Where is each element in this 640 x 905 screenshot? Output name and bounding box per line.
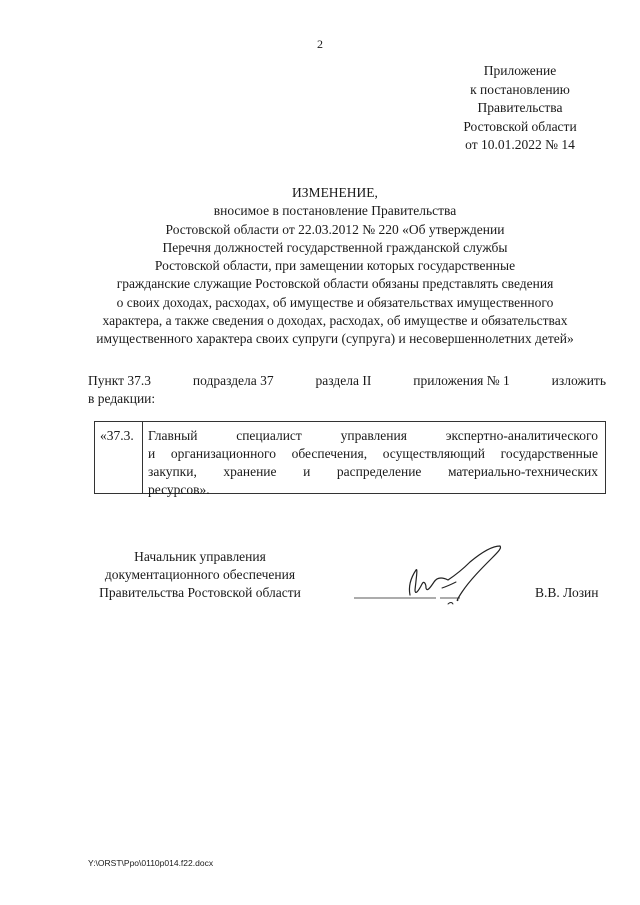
item-text-line: [148, 445, 598, 463]
item-word: и: [303, 464, 311, 479]
table-column-divider: [142, 422, 143, 493]
item-word: материально-технических: [447, 464, 598, 479]
appendix-line: Приложение: [483, 63, 557, 78]
instruction-word: изложить: [551, 373, 606, 388]
item-text-line: [148, 463, 598, 481]
file-path-footer: Y:\ORST\Ppo\0110p014.f22.docx: [88, 858, 214, 868]
item-word: управления: [340, 428, 407, 443]
item-word: Главный: [148, 428, 198, 443]
instruction-paragraph: [88, 372, 606, 390]
title-line: вносимое в постановление Правительства: [213, 203, 457, 219]
amendment-table: [94, 421, 606, 497]
signer-position-line: документационного обеспечения: [104, 567, 296, 582]
item-word: и: [148, 446, 156, 461]
title-line: Ростовской области, при замещении которых государственные: [154, 258, 516, 274]
signer-position: [80, 548, 320, 602]
instruction-word: подраздела 37: [192, 373, 274, 388]
item-word: распределение: [336, 464, 422, 479]
title-line: о своих доходах, расходах, об имуществе и обязательствах имущественного: [116, 294, 554, 310]
item-number: «37.3.: [100, 428, 134, 443]
handwritten-signature: [352, 540, 512, 610]
signer-name: В.В. Лозин: [535, 585, 599, 600]
title-line: имущественного характера своих супруги (супруга) и несовершеннолетних детей»: [96, 331, 574, 347]
item-word: специалист: [236, 428, 302, 443]
item-word: осуществляющий: [382, 446, 486, 461]
item-word: закупки,: [148, 464, 197, 479]
signer-position-line: Начальник управления: [134, 549, 266, 564]
instruction-continuation: в редакции:: [88, 391, 156, 406]
instruction-word: Пункт 37.3: [88, 373, 152, 388]
item-word: обеспечения,: [291, 446, 368, 461]
item-word: хранение: [223, 464, 277, 479]
title-line: гражданские служащие Ростовской области обязаны представлять сведения: [116, 276, 554, 292]
title-line: Ростовской области от 22.03.2012 № 220 «Об утверждении: [165, 221, 505, 237]
instruction-word: приложения № 1: [413, 373, 510, 388]
item-text: [148, 427, 598, 499]
title-line: характера, а также сведения о доходах, расходах, об имуществе и обязательствах: [102, 313, 568, 329]
appendix-block: [440, 62, 600, 155]
title-line: Перечня должностей государственной гражданской службы: [162, 239, 508, 255]
item-word: организационного: [170, 446, 276, 461]
appendix-line: Правительства: [477, 100, 563, 115]
page-number: 2: [317, 37, 323, 51]
title-heading: ИЗМЕНЕНИЕ,: [292, 185, 378, 200]
instruction-word: раздела II: [315, 373, 372, 388]
item-word: государственные: [500, 446, 598, 461]
appendix-line: Ростовской области: [463, 118, 577, 134]
signer-position-line: Правительства Ростовской области: [99, 585, 301, 600]
item-word: экспертно-аналитического: [445, 428, 598, 443]
item-text-last-line: ресурсов».: [148, 482, 210, 497]
appendix-line: от 10.01.2022 № 14: [465, 137, 575, 152]
document-title: [60, 184, 610, 349]
appendix-line: к постановлению: [470, 81, 570, 97]
item-text-line: [148, 427, 598, 445]
